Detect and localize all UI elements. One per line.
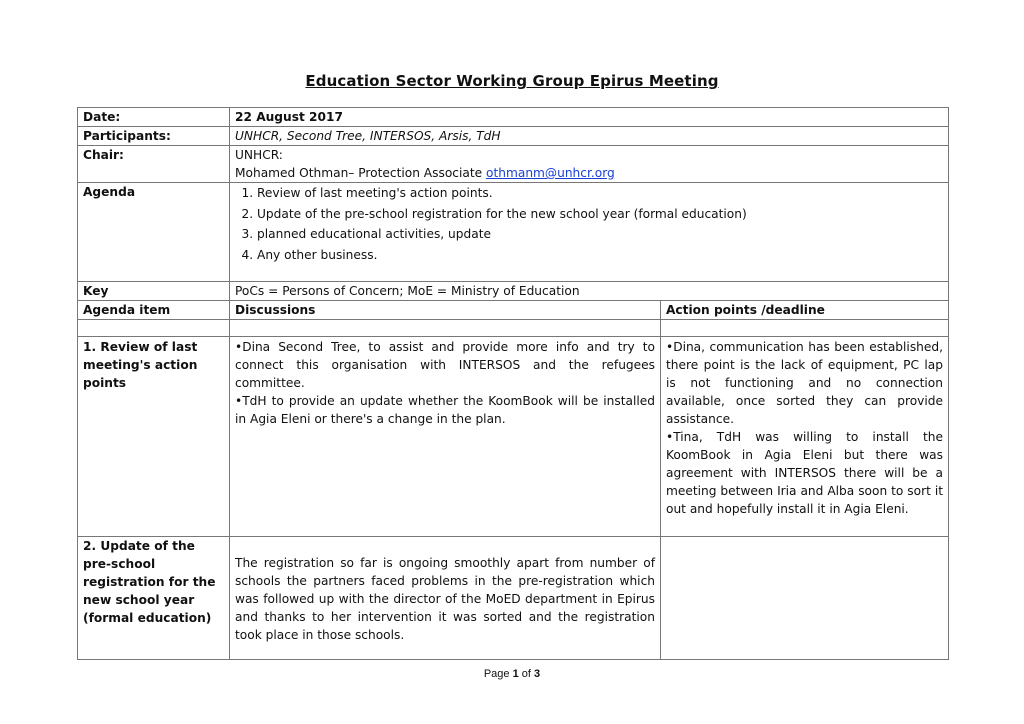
key-value: PoCs = Persons of Concern; MoE = Ministry of Education — [230, 282, 949, 301]
agenda-row — [78, 183, 949, 282]
discussion-point: The registration so far is ongoing smoothly apart from number of schools the partners faced problems in the pre-registration which was followed up with the director of the MoED department in Epirus and thanks to her intervention it was sorted and the registration took place in those schools. — [235, 556, 655, 642]
page-total: 3 — [534, 668, 541, 680]
page-middle: of — [518, 668, 535, 680]
agenda-list-item: 1. Review of last meeting's action points. — [257, 183, 943, 204]
agenda-item-cell: 2. Update of the pre-school registration for the new school year (formal education) — [78, 537, 230, 660]
chair-person-line — [235, 164, 943, 182]
agenda-label: Agenda — [78, 183, 230, 282]
action-point: •Dina, communication has been established, there point is the lack of equipment, PC lap is not functioning and no connection available, once sorted they can provide assistance. — [666, 340, 943, 426]
table-row — [78, 337, 949, 537]
chair-row — [78, 146, 949, 183]
empty-cell — [78, 320, 230, 337]
chair-value — [230, 146, 949, 183]
discussion-point: •Dina Second Tree, to assist and provide more info and try to connect this organisation with INTERSOS and the refugees committee. — [235, 340, 655, 390]
chair-email-link[interactable]: othmanm@unhcr.org — [486, 166, 615, 180]
action-point: •Tina, TdH was willing to install the KoomBook in Agia Eleni but there was agreement with INTERSOS there will be a meeting between Iria and Alba soon to sort it out and hopefully install it in Agia Eleni. — [666, 430, 943, 516]
key-row — [78, 282, 949, 301]
participants-label: Participants: — [78, 127, 230, 146]
agenda-list-item: 3. planned educational activities, update — [257, 224, 943, 245]
chair-label: Chair: — [78, 146, 230, 183]
action-points-cell — [661, 537, 949, 660]
agenda-item-cell: 1. Review of last meeting's action points — [78, 337, 230, 537]
key-label: Key — [78, 282, 230, 301]
date-row — [78, 108, 949, 127]
empty-cell — [230, 320, 661, 337]
participants-value: UNHCR, Second Tree, INTERSOS, Arsis, TdH — [230, 127, 949, 146]
discussion-point: •TdH to provide an update whether the KoomBook will be installed in Agia Eleni or there's a change in the plan. — [235, 394, 655, 426]
column-header-agenda-item: Agenda item — [78, 301, 230, 320]
chair-person: Mohamed Othman– Protection Associate — [235, 166, 487, 180]
page-footer — [0, 668, 1024, 680]
action-points-cell — [661, 337, 949, 537]
column-header-discussions: Discussions — [230, 301, 661, 320]
page-prefix: Page — [483, 668, 513, 680]
date-value: 22 August 2017 — [230, 108, 949, 127]
participants-row — [78, 127, 949, 146]
agenda-list-item: 2. Update of the pre-school registration for the new school year (formal education) — [257, 204, 943, 225]
discussions-cell — [230, 537, 661, 660]
document-title: Education Sector Working Group Epirus Meeting — [305, 72, 719, 90]
agenda-list — [235, 183, 943, 265]
empty-cell — [661, 320, 949, 337]
agenda-list-item: 4. Any other business. — [257, 245, 943, 266]
discussions-cell — [230, 337, 661, 537]
date-label: Date: — [78, 108, 230, 127]
table-row — [78, 537, 949, 660]
column-header-action-points: Action points /deadline — [661, 301, 949, 320]
empty-row — [78, 320, 949, 337]
column-header-row — [78, 301, 949, 320]
agenda-list-cell — [230, 183, 949, 282]
chair-org: UNHCR: — [235, 148, 283, 162]
page-current: 1 — [512, 668, 519, 680]
meeting-table — [77, 107, 949, 660]
